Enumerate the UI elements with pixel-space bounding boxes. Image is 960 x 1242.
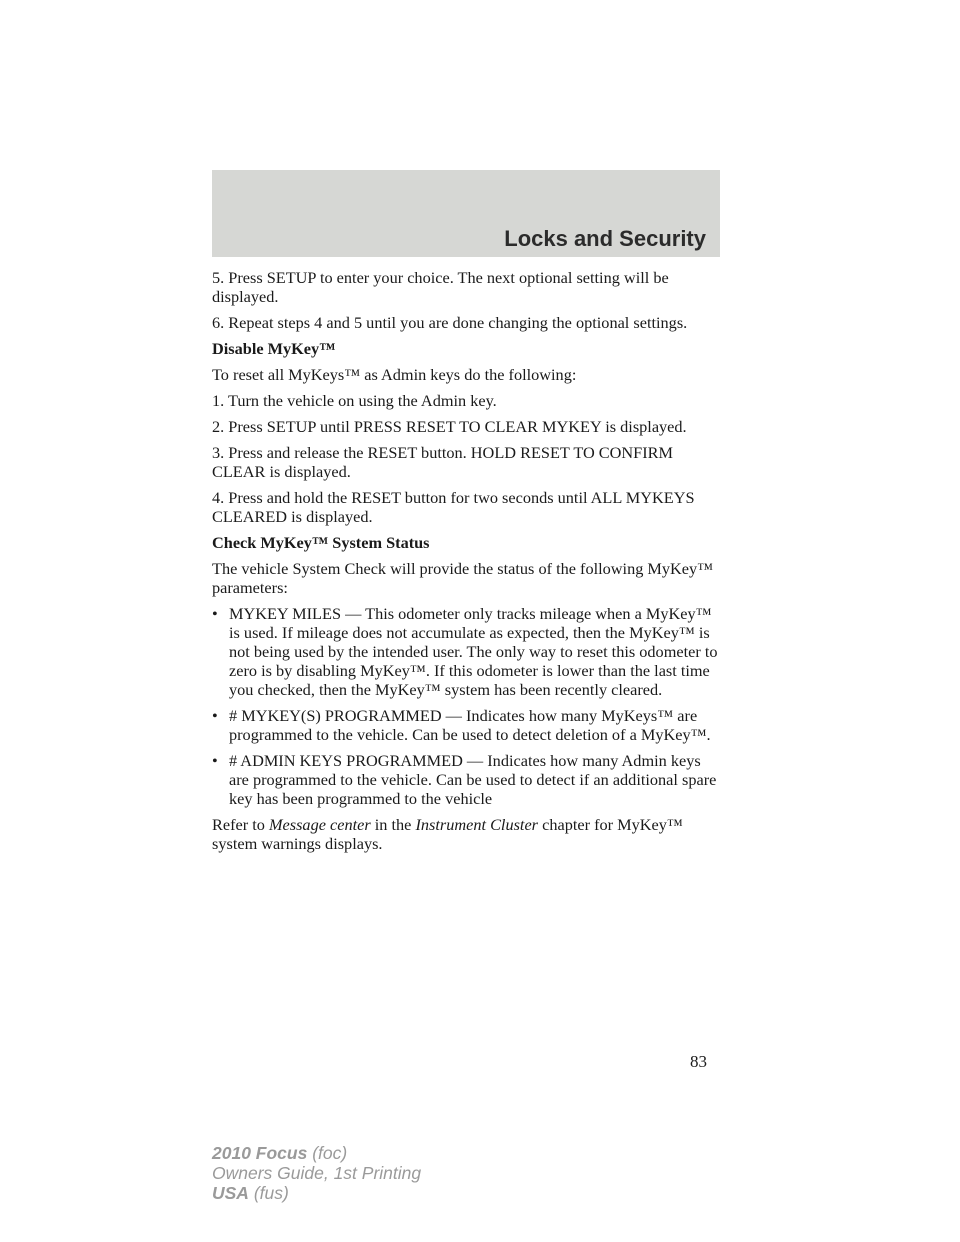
step-paragraph: 2. Press SETUP until PRESS RESET TO CLEAR MYKEY is displayed. — [212, 417, 687, 436]
message-center-reference: Message center — [268, 815, 371, 834]
list-item-text: # ADMIN KEYS PROGRAMMED — Indicates how many Admin keys are programmed to the vehicle. Can be used to detect if an additional spare key has been programmed to the vehicle — [229, 751, 717, 808]
instrument-cluster-reference: Instrument Cluster — [415, 815, 539, 834]
intro-paragraph: To reset all MyKeys™ as Admin keys do the following: — [212, 365, 577, 384]
step-paragraph: 4. Press and hold the RESET button for two seconds until ALL MYKEYS CLEARED is displayed. — [212, 488, 695, 526]
refer-text: chapter for MyKey™ system warnings displays. — [212, 815, 683, 853]
footer-line: Owners Guide, 1st Printing — [212, 1163, 422, 1183]
footer-market-code: (fus) — [248, 1183, 289, 1203]
list-item — [212, 604, 724, 699]
section-heading-disable: Disable MyKey™ — [212, 339, 336, 358]
section-title: Locks and Security — [504, 226, 706, 251]
step-paragraph: 3. Press and release the RESET button. HOLD RESET TO CONFIRM CLEAR is displayed. — [212, 443, 673, 481]
section-heading-check: Check MyKey™ System Status — [212, 533, 430, 552]
page-content — [212, 268, 724, 860]
status-bullet-list — [212, 604, 724, 808]
list-item-text: MYKEY MILES — This odometer only tracks mileage when a MyKey™ is used. If mileage does not accumulate as expected, then the MyKey™ is not being used by the intended user. The only way to reset this odometer to zero is by disabling MyKey™. If this odometer is lower than the last time you checked, then the MyKey™ system has been recently cleared. — [229, 604, 718, 699]
list-item-text: # MYKEY(S) PROGRAMMED — Indicates how many MyKeys™ are programmed to the vehicle. Can be used to detect deletion of a MyKey™. — [229, 706, 711, 744]
footer-model: 2010 Focus — [212, 1143, 308, 1163]
step-paragraph: 6. Repeat steps 4 and 5 until you are done changing the optional settings. — [212, 313, 688, 332]
list-item — [212, 706, 724, 744]
refer-text: in the — [370, 815, 416, 834]
print-footer — [212, 1143, 421, 1203]
refer-paragraph — [212, 815, 724, 853]
bullet-icon: • — [212, 751, 218, 770]
footer-market: USA — [212, 1183, 249, 1203]
bullet-icon: • — [212, 604, 218, 623]
step-paragraph: 5. Press SETUP to enter your choice. The next optional setting will be displayed. — [212, 268, 669, 306]
footer-line — [212, 1183, 421, 1203]
refer-text: Refer to — [212, 815, 269, 834]
page-number: 83 — [690, 1052, 707, 1071]
step-paragraph: 1. Turn the vehicle on using the Admin key. — [212, 391, 497, 410]
footer-model-code: (foc) — [307, 1143, 348, 1163]
bullet-icon: • — [212, 706, 218, 725]
section-header-band — [212, 170, 720, 257]
intro-paragraph: The vehicle System Check will provide the status of the following MyKey™ parameters: — [212, 559, 714, 597]
list-item — [212, 751, 724, 808]
footer-line — [212, 1143, 421, 1163]
